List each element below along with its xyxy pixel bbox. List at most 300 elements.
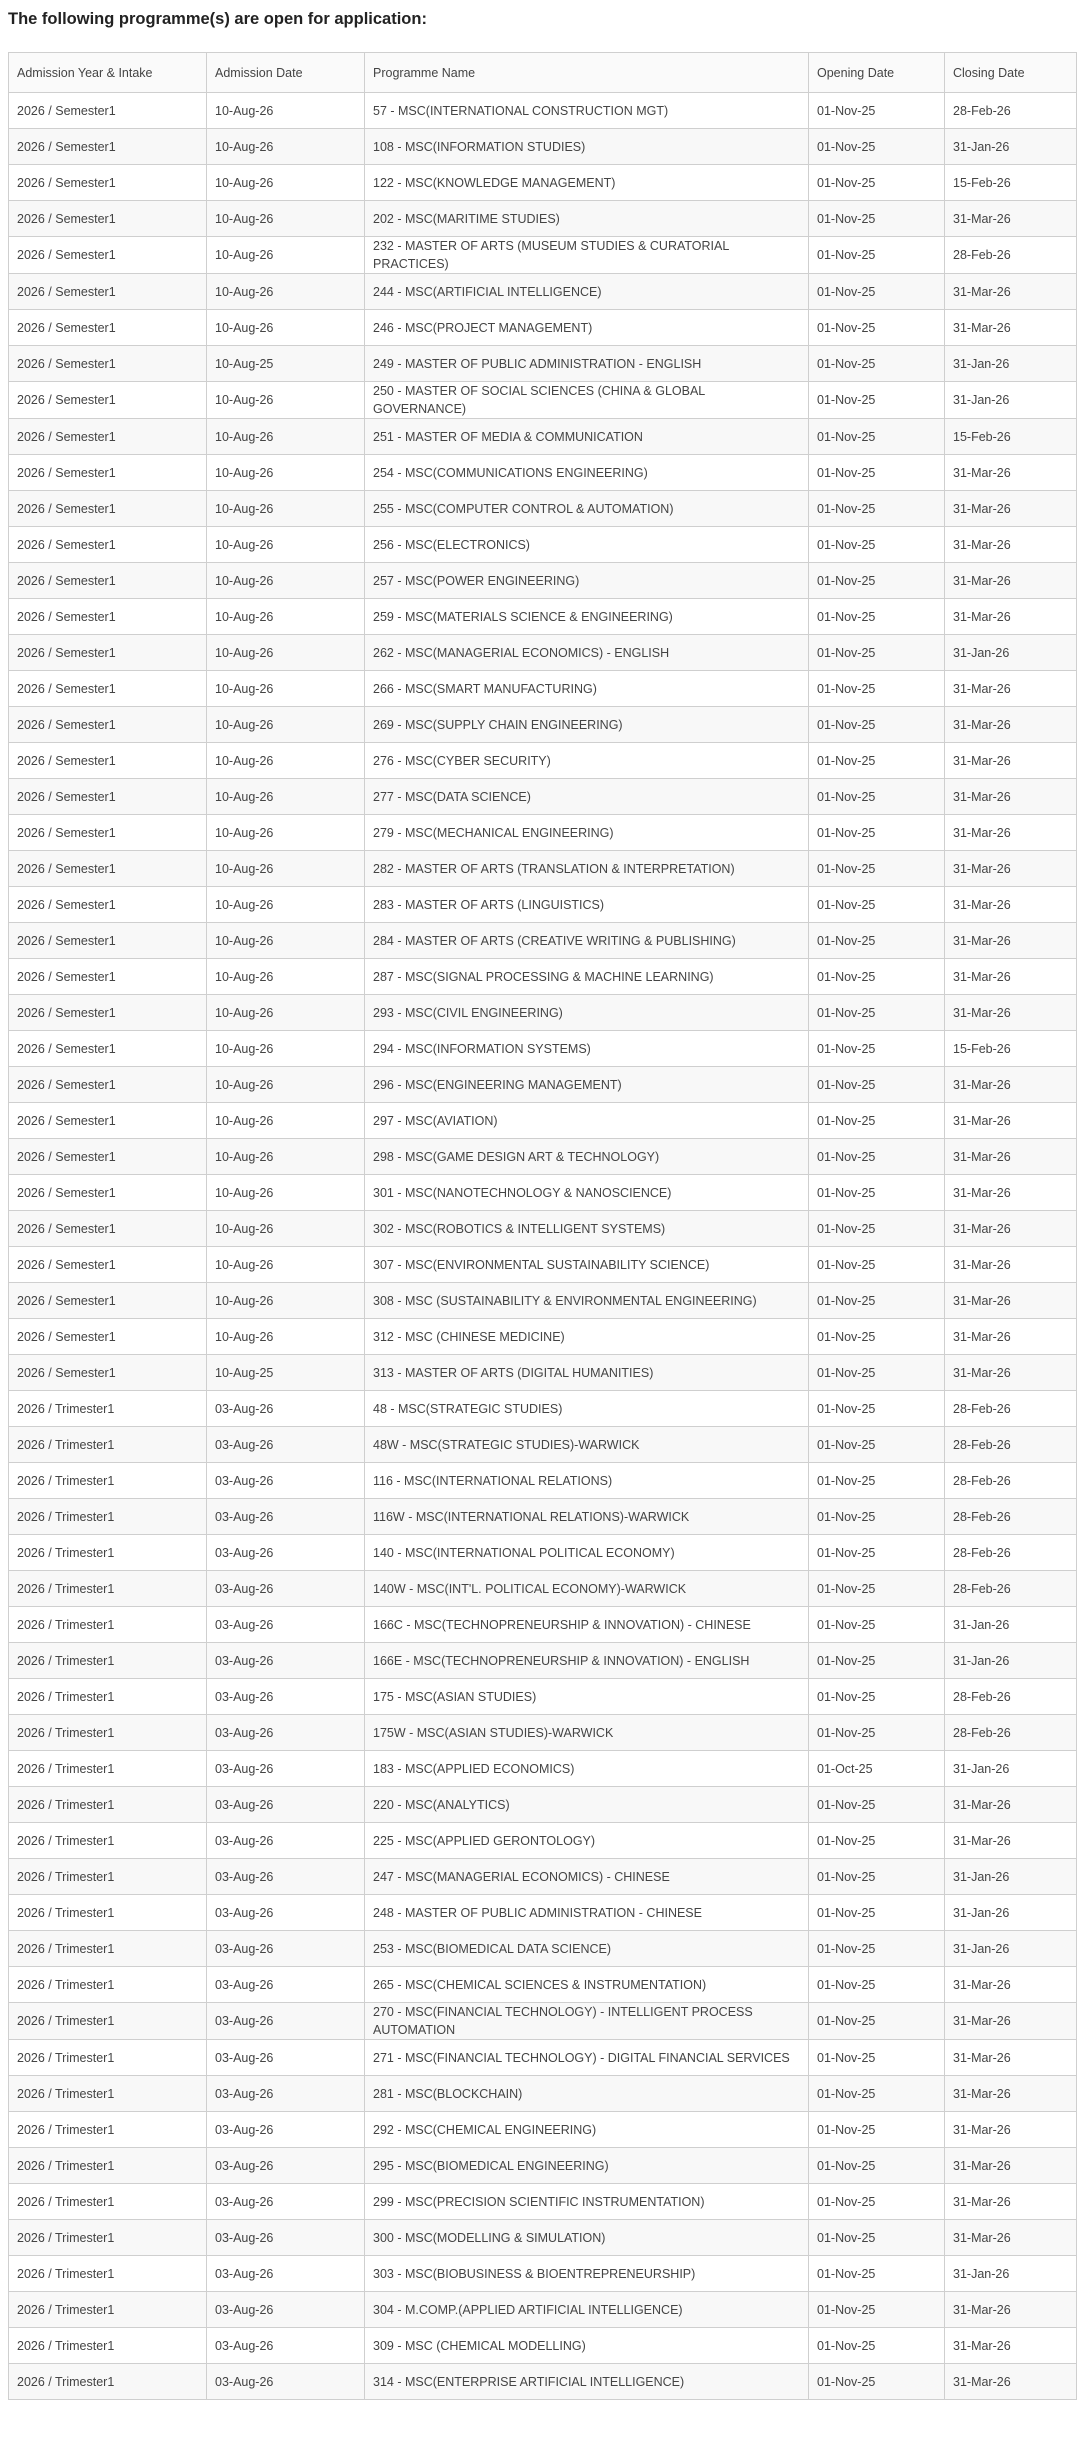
- cell-admission-date: 10-Aug-26: [207, 1247, 365, 1283]
- cell-admission-year-intake: 2026 / Semester1: [9, 419, 207, 455]
- cell-admission-date: 03-Aug-26: [207, 2040, 365, 2076]
- cell-programme-name: 303 - MSC(BIOBUSINESS & BIOENTREPRENEURSHIP): [365, 2256, 809, 2292]
- cell-opening-date: 01-Nov-25: [809, 1031, 945, 1067]
- cell-closing-date: 15-Feb-26: [945, 419, 1077, 455]
- cell-opening-date: 01-Nov-25: [809, 491, 945, 527]
- cell-admission-year-intake: 2026 / Semester1: [9, 455, 207, 491]
- table-row: [9, 851, 1077, 887]
- cell-closing-date: 31-Mar-26: [945, 671, 1077, 707]
- cell-admission-date: 03-Aug-26: [207, 2003, 365, 2040]
- cell-admission-year-intake: 2026 / Semester1: [9, 274, 207, 310]
- cell-closing-date: 15-Feb-26: [945, 1031, 1077, 1067]
- cell-closing-date: 31-Mar-26: [945, 599, 1077, 635]
- cell-opening-date: 01-Nov-25: [809, 1067, 945, 1103]
- cell-admission-date: 10-Aug-26: [207, 1319, 365, 1355]
- cell-opening-date: 01-Nov-25: [809, 310, 945, 346]
- cell-admission-date: 10-Aug-26: [207, 201, 365, 237]
- cell-programme-name: 269 - MSC(SUPPLY CHAIN ENGINEERING): [365, 707, 809, 743]
- cell-opening-date: 01-Nov-25: [809, 923, 945, 959]
- cell-closing-date: 31-Mar-26: [945, 1967, 1077, 2003]
- cell-programme-name: 302 - MSC(ROBOTICS & INTELLIGENT SYSTEMS): [365, 1211, 809, 1247]
- cell-opening-date: 01-Nov-25: [809, 2328, 945, 2364]
- cell-admission-year-intake: 2026 / Trimester1: [9, 1931, 207, 1967]
- cell-opening-date: 01-Nov-25: [809, 2364, 945, 2400]
- programme-table: [8, 52, 1077, 2400]
- table-row: [9, 1103, 1077, 1139]
- cell-admission-date: 10-Aug-26: [207, 743, 365, 779]
- table-row: [9, 93, 1077, 129]
- cell-admission-year-intake: 2026 / Trimester1: [9, 1463, 207, 1499]
- table-row: [9, 2364, 1077, 2400]
- cell-admission-date: 03-Aug-26: [207, 1427, 365, 1463]
- cell-opening-date: 01-Nov-25: [809, 2040, 945, 2076]
- header-programme-name: Programme Name: [365, 53, 809, 93]
- cell-admission-date: 03-Aug-26: [207, 1499, 365, 1535]
- cell-opening-date: 01-Nov-25: [809, 419, 945, 455]
- cell-admission-year-intake: 2026 / Trimester1: [9, 2040, 207, 2076]
- cell-admission-year-intake: 2026 / Semester1: [9, 815, 207, 851]
- cell-closing-date: 31-Mar-26: [945, 1211, 1077, 1247]
- cell-programme-name: 301 - MSC(NANOTECHNOLOGY & NANOSCIENCE): [365, 1175, 809, 1211]
- table-row: [9, 2292, 1077, 2328]
- cell-opening-date: 01-Nov-25: [809, 2220, 945, 2256]
- cell-admission-year-intake: 2026 / Semester1: [9, 671, 207, 707]
- cell-programme-name: 293 - MSC(CIVIL ENGINEERING): [365, 995, 809, 1031]
- cell-opening-date: 01-Nov-25: [809, 1895, 945, 1931]
- cell-opening-date: 01-Nov-25: [809, 959, 945, 995]
- cell-programme-name: 108 - MSC(INFORMATION STUDIES): [365, 129, 809, 165]
- cell-programme-name: 296 - MSC(ENGINEERING MANAGEMENT): [365, 1067, 809, 1103]
- cell-closing-date: 31-Mar-26: [945, 995, 1077, 1031]
- cell-admission-year-intake: 2026 / Trimester1: [9, 1571, 207, 1607]
- cell-closing-date: 31-Jan-26: [945, 1751, 1077, 1787]
- cell-admission-year-intake: 2026 / Semester1: [9, 887, 207, 923]
- cell-programme-name: 220 - MSC(ANALYTICS): [365, 1787, 809, 1823]
- cell-programme-name: 266 - MSC(SMART MANUFACTURING): [365, 671, 809, 707]
- cell-opening-date: 01-Nov-25: [809, 1319, 945, 1355]
- cell-programme-name: 175 - MSC(ASIAN STUDIES): [365, 1679, 809, 1715]
- cell-closing-date: 31-Jan-26: [945, 1895, 1077, 1931]
- table-row: [9, 1283, 1077, 1319]
- cell-admission-year-intake: 2026 / Trimester1: [9, 1643, 207, 1679]
- cell-closing-date: 31-Mar-26: [945, 1139, 1077, 1175]
- cell-closing-date: 31-Mar-26: [945, 2112, 1077, 2148]
- table-row: [9, 1715, 1077, 1751]
- cell-admission-date: 10-Aug-26: [207, 1139, 365, 1175]
- cell-admission-date: 10-Aug-26: [207, 1103, 365, 1139]
- cell-closing-date: 28-Feb-26: [945, 1499, 1077, 1535]
- cell-programme-name: 122 - MSC(KNOWLEDGE MANAGEMENT): [365, 165, 809, 201]
- cell-opening-date: 01-Nov-25: [809, 635, 945, 671]
- cell-admission-date: 10-Aug-26: [207, 274, 365, 310]
- cell-programme-name: 57 - MSC(INTERNATIONAL CONSTRUCTION MGT): [365, 93, 809, 129]
- cell-admission-year-intake: 2026 / Trimester1: [9, 2148, 207, 2184]
- cell-opening-date: 01-Nov-25: [809, 2184, 945, 2220]
- table-row: [9, 1463, 1077, 1499]
- cell-admission-year-intake: 2026 / Semester1: [9, 1319, 207, 1355]
- cell-opening-date: 01-Nov-25: [809, 707, 945, 743]
- table-row: [9, 1247, 1077, 1283]
- cell-programme-name: 166C - MSC(TECHNOPRENEURSHIP & INNOVATION) - CHINESE: [365, 1607, 809, 1643]
- cell-opening-date: 01-Nov-25: [809, 2292, 945, 2328]
- cell-opening-date: 01-Nov-25: [809, 1355, 945, 1391]
- table-row: [9, 1787, 1077, 1823]
- cell-opening-date: 01-Nov-25: [809, 1463, 945, 1499]
- cell-programme-name: 295 - MSC(BIOMEDICAL ENGINEERING): [365, 2148, 809, 2184]
- table-row: [9, 1967, 1077, 2003]
- header-opening-date: Opening Date: [809, 53, 945, 93]
- cell-programme-name: 283 - MASTER OF ARTS (LINGUISTICS): [365, 887, 809, 923]
- cell-closing-date: 31-Mar-26: [945, 1067, 1077, 1103]
- cell-opening-date: 01-Nov-25: [809, 1175, 945, 1211]
- cell-opening-date: 01-Nov-25: [809, 237, 945, 274]
- cell-admission-date: 03-Aug-26: [207, 2184, 365, 2220]
- cell-admission-date: 10-Aug-26: [207, 635, 365, 671]
- table-row: [9, 671, 1077, 707]
- cell-programme-name: 309 - MSC (CHEMICAL MODELLING): [365, 2328, 809, 2364]
- cell-admission-year-intake: 2026 / Semester1: [9, 346, 207, 382]
- table-row: [9, 2040, 1077, 2076]
- table-row: [9, 491, 1077, 527]
- cell-admission-year-intake: 2026 / Semester1: [9, 1139, 207, 1175]
- cell-closing-date: 31-Jan-26: [945, 2256, 1077, 2292]
- cell-admission-year-intake: 2026 / Trimester1: [9, 2220, 207, 2256]
- cell-closing-date: 31-Mar-26: [945, 779, 1077, 815]
- cell-admission-year-intake: 2026 / Trimester1: [9, 1679, 207, 1715]
- cell-admission-year-intake: 2026 / Trimester1: [9, 1895, 207, 1931]
- cell-admission-date: 10-Aug-26: [207, 707, 365, 743]
- cell-opening-date: 01-Nov-25: [809, 743, 945, 779]
- cell-closing-date: 31-Mar-26: [945, 1247, 1077, 1283]
- cell-admission-year-intake: 2026 / Semester1: [9, 707, 207, 743]
- table-row: [9, 1355, 1077, 1391]
- cell-opening-date: 01-Oct-25: [809, 1751, 945, 1787]
- table-header: [9, 53, 1077, 93]
- cell-closing-date: 31-Mar-26: [945, 310, 1077, 346]
- cell-admission-year-intake: 2026 / Semester1: [9, 237, 207, 274]
- table-body: [9, 93, 1077, 2400]
- cell-admission-date: 03-Aug-26: [207, 2256, 365, 2292]
- cell-admission-year-intake: 2026 / Semester1: [9, 1247, 207, 1283]
- table-row: [9, 815, 1077, 851]
- table-row: [9, 887, 1077, 923]
- table-row: [9, 1067, 1077, 1103]
- cell-closing-date: 28-Feb-26: [945, 1427, 1077, 1463]
- cell-admission-date: 10-Aug-26: [207, 1211, 365, 1247]
- cell-admission-year-intake: 2026 / Semester1: [9, 1283, 207, 1319]
- cell-closing-date: 28-Feb-26: [945, 1679, 1077, 1715]
- cell-admission-date: 03-Aug-26: [207, 1895, 365, 1931]
- cell-admission-date: 10-Aug-26: [207, 165, 365, 201]
- cell-programme-name: 175W - MSC(ASIAN STUDIES)-WARWICK: [365, 1715, 809, 1751]
- cell-closing-date: 28-Feb-26: [945, 1391, 1077, 1427]
- cell-programme-name: 284 - MASTER OF ARTS (CREATIVE WRITING & PUBLISHING): [365, 923, 809, 959]
- cell-programme-name: 253 - MSC(BIOMEDICAL DATA SCIENCE): [365, 1931, 809, 1967]
- header-row: [9, 53, 1077, 93]
- cell-opening-date: 01-Nov-25: [809, 1607, 945, 1643]
- cell-closing-date: 15-Feb-26: [945, 165, 1077, 201]
- cell-admission-date: 03-Aug-26: [207, 1751, 365, 1787]
- table-row: [9, 1499, 1077, 1535]
- cell-programme-name: 166E - MSC(TECHNOPRENEURSHIP & INNOVATION) - ENGLISH: [365, 1643, 809, 1679]
- cell-admission-date: 03-Aug-26: [207, 1679, 365, 1715]
- cell-admission-date: 10-Aug-26: [207, 93, 365, 129]
- cell-admission-year-intake: 2026 / Trimester1: [9, 1427, 207, 1463]
- header-admission-date: Admission Date: [207, 53, 365, 93]
- cell-admission-year-intake: 2026 / Trimester1: [9, 1787, 207, 1823]
- table-row: [9, 527, 1077, 563]
- table-row: [9, 563, 1077, 599]
- cell-opening-date: 01-Nov-25: [809, 563, 945, 599]
- cell-closing-date: 31-Mar-26: [945, 1787, 1077, 1823]
- cell-admission-date: 10-Aug-26: [207, 779, 365, 815]
- cell-closing-date: 28-Feb-26: [945, 93, 1077, 129]
- cell-programme-name: 183 - MSC(APPLIED ECONOMICS): [365, 1751, 809, 1787]
- cell-programme-name: 254 - MSC(COMMUNICATIONS ENGINEERING): [365, 455, 809, 491]
- cell-admission-date: 03-Aug-26: [207, 2076, 365, 2112]
- cell-programme-name: 270 - MSC(FINANCIAL TECHNOLOGY) - INTELLIGENT PROCESS AUTOMATION: [365, 2003, 809, 2040]
- cell-programme-name: 297 - MSC(AVIATION): [365, 1103, 809, 1139]
- table-row: [9, 1679, 1077, 1715]
- table-row: [9, 419, 1077, 455]
- cell-admission-year-intake: 2026 / Semester1: [9, 1031, 207, 1067]
- cell-admission-date: 10-Aug-26: [207, 815, 365, 851]
- cell-programme-name: 294 - MSC(INFORMATION SYSTEMS): [365, 1031, 809, 1067]
- cell-opening-date: 01-Nov-25: [809, 1823, 945, 1859]
- cell-programme-name: 48 - MSC(STRATEGIC STUDIES): [365, 1391, 809, 1427]
- cell-closing-date: 31-Mar-26: [945, 2003, 1077, 2040]
- cell-closing-date: 31-Mar-26: [945, 851, 1077, 887]
- cell-admission-date: 10-Aug-26: [207, 237, 365, 274]
- table-row: [9, 1427, 1077, 1463]
- cell-admission-date: 03-Aug-26: [207, 2364, 365, 2400]
- cell-opening-date: 01-Nov-25: [809, 1103, 945, 1139]
- cell-closing-date: 28-Feb-26: [945, 1715, 1077, 1751]
- table-row: [9, 599, 1077, 635]
- cell-opening-date: 01-Nov-25: [809, 1679, 945, 1715]
- cell-admission-date: 03-Aug-26: [207, 2328, 365, 2364]
- cell-admission-date: 10-Aug-26: [207, 1175, 365, 1211]
- cell-admission-year-intake: 2026 / Trimester1: [9, 1823, 207, 1859]
- cell-opening-date: 01-Nov-25: [809, 887, 945, 923]
- cell-closing-date: 31-Mar-26: [945, 563, 1077, 599]
- cell-admission-date: 03-Aug-26: [207, 1859, 365, 1895]
- cell-admission-date: 03-Aug-26: [207, 1967, 365, 2003]
- cell-programme-name: 282 - MASTER OF ARTS (TRANSLATION & INTERPRETATION): [365, 851, 809, 887]
- cell-admission-year-intake: 2026 / Trimester1: [9, 2112, 207, 2148]
- cell-closing-date: 28-Feb-26: [945, 237, 1077, 274]
- cell-admission-year-intake: 2026 / Semester1: [9, 563, 207, 599]
- cell-closing-date: 31-Jan-26: [945, 382, 1077, 419]
- cell-opening-date: 01-Nov-25: [809, 2076, 945, 2112]
- cell-closing-date: 31-Jan-26: [945, 1607, 1077, 1643]
- cell-programme-name: 314 - MSC(ENTERPRISE ARTIFICIAL INTELLIGENCE): [365, 2364, 809, 2400]
- cell-closing-date: 31-Mar-26: [945, 2292, 1077, 2328]
- cell-closing-date: 31-Mar-26: [945, 527, 1077, 563]
- cell-closing-date: 31-Jan-26: [945, 346, 1077, 382]
- table-row: [9, 2220, 1077, 2256]
- cell-admission-year-intake: 2026 / Semester1: [9, 527, 207, 563]
- cell-admission-date: 03-Aug-26: [207, 2292, 365, 2328]
- cell-admission-date: 10-Aug-26: [207, 923, 365, 959]
- cell-admission-date: 03-Aug-26: [207, 1391, 365, 1427]
- cell-closing-date: 31-Mar-26: [945, 923, 1077, 959]
- cell-programme-name: 259 - MSC(MATERIALS SCIENCE & ENGINEERING): [365, 599, 809, 635]
- cell-opening-date: 01-Nov-25: [809, 382, 945, 419]
- cell-programme-name: 312 - MSC (CHINESE MEDICINE): [365, 1319, 809, 1355]
- cell-programme-name: 265 - MSC(CHEMICAL SCIENCES & INSTRUMENTATION): [365, 1967, 809, 2003]
- cell-closing-date: 31-Mar-26: [945, 2148, 1077, 2184]
- table-row: [9, 959, 1077, 995]
- cell-admission-year-intake: 2026 / Semester1: [9, 599, 207, 635]
- table-row: [9, 1391, 1077, 1427]
- cell-opening-date: 01-Nov-25: [809, 129, 945, 165]
- table-row: [9, 382, 1077, 419]
- table-row: [9, 1607, 1077, 1643]
- cell-admission-date: 03-Aug-26: [207, 2112, 365, 2148]
- cell-admission-year-intake: 2026 / Trimester1: [9, 2292, 207, 2328]
- cell-admission-date: 10-Aug-26: [207, 310, 365, 346]
- cell-programme-name: 244 - MSC(ARTIFICIAL INTELLIGENCE): [365, 274, 809, 310]
- cell-admission-date: 03-Aug-26: [207, 1787, 365, 1823]
- cell-opening-date: 01-Nov-25: [809, 1643, 945, 1679]
- cell-admission-date: 03-Aug-26: [207, 1463, 365, 1499]
- cell-admission-year-intake: 2026 / Semester1: [9, 491, 207, 527]
- cell-admission-year-intake: 2026 / Trimester1: [9, 2364, 207, 2400]
- cell-programme-name: 116W - MSC(INTERNATIONAL RELATIONS)-WARWICK: [365, 1499, 809, 1535]
- table-row: [9, 1643, 1077, 1679]
- cell-programme-name: 281 - MSC(BLOCKCHAIN): [365, 2076, 809, 2112]
- cell-programme-name: 292 - MSC(CHEMICAL ENGINEERING): [365, 2112, 809, 2148]
- cell-admission-year-intake: 2026 / Semester1: [9, 779, 207, 815]
- cell-admission-year-intake: 2026 / Semester1: [9, 1175, 207, 1211]
- cell-closing-date: 31-Mar-26: [945, 1823, 1077, 1859]
- table-row: [9, 779, 1077, 815]
- cell-admission-year-intake: 2026 / Semester1: [9, 129, 207, 165]
- cell-admission-year-intake: 2026 / Trimester1: [9, 1859, 207, 1895]
- cell-opening-date: 01-Nov-25: [809, 1427, 945, 1463]
- cell-closing-date: 31-Mar-26: [945, 743, 1077, 779]
- cell-admission-date: 10-Aug-26: [207, 1067, 365, 1103]
- cell-closing-date: 31-Jan-26: [945, 635, 1077, 671]
- table-row: [9, 1751, 1077, 1787]
- cell-admission-date: 10-Aug-26: [207, 995, 365, 1031]
- cell-admission-year-intake: 2026 / Trimester1: [9, 1715, 207, 1751]
- cell-opening-date: 01-Nov-25: [809, 1931, 945, 1967]
- header-admission-year-intake: Admission Year & Intake: [9, 53, 207, 93]
- header-closing-date: Closing Date: [945, 53, 1077, 93]
- table-row: [9, 1571, 1077, 1607]
- table-row: [9, 310, 1077, 346]
- table-row: [9, 2148, 1077, 2184]
- cell-programme-name: 140 - MSC(INTERNATIONAL POLITICAL ECONOMY): [365, 1535, 809, 1571]
- cell-admission-year-intake: 2026 / Semester1: [9, 743, 207, 779]
- table-row: [9, 1823, 1077, 1859]
- cell-opening-date: 01-Nov-25: [809, 1967, 945, 2003]
- table-row: [9, 1139, 1077, 1175]
- cell-admission-year-intake: 2026 / Trimester1: [9, 2003, 207, 2040]
- cell-programme-name: 287 - MSC(SIGNAL PROCESSING & MACHINE LEARNING): [365, 959, 809, 995]
- cell-admission-date: 03-Aug-26: [207, 2148, 365, 2184]
- cell-admission-date: 10-Aug-26: [207, 491, 365, 527]
- cell-admission-year-intake: 2026 / Semester1: [9, 1355, 207, 1391]
- cell-programme-name: 140W - MSC(INT'L. POLITICAL ECONOMY)-WARWICK: [365, 1571, 809, 1607]
- cell-opening-date: 01-Nov-25: [809, 1787, 945, 1823]
- cell-admission-year-intake: 2026 / Trimester1: [9, 2184, 207, 2220]
- cell-opening-date: 01-Nov-25: [809, 201, 945, 237]
- cell-programme-name: 248 - MASTER OF PUBLIC ADMINISTRATION - CHINESE: [365, 1895, 809, 1931]
- cell-closing-date: 31-Mar-26: [945, 959, 1077, 995]
- cell-opening-date: 01-Nov-25: [809, 1247, 945, 1283]
- cell-programme-name: 202 - MSC(MARITIME STUDIES): [365, 201, 809, 237]
- cell-opening-date: 01-Nov-25: [809, 1535, 945, 1571]
- table-row: [9, 129, 1077, 165]
- cell-admission-date: 10-Aug-26: [207, 382, 365, 419]
- cell-programme-name: 262 - MSC(MANAGERIAL ECONOMICS) - ENGLISH: [365, 635, 809, 671]
- cell-opening-date: 01-Nov-25: [809, 1715, 945, 1751]
- cell-opening-date: 01-Nov-25: [809, 274, 945, 310]
- cell-programme-name: 271 - MSC(FINANCIAL TECHNOLOGY) - DIGITAL FINANCIAL SERVICES: [365, 2040, 809, 2076]
- cell-opening-date: 01-Nov-25: [809, 1499, 945, 1535]
- cell-opening-date: 01-Nov-25: [809, 1211, 945, 1247]
- cell-admission-year-intake: 2026 / Trimester1: [9, 2076, 207, 2112]
- cell-programme-name: 225 - MSC(APPLIED GERONTOLOGY): [365, 1823, 809, 1859]
- table-row: [9, 635, 1077, 671]
- cell-closing-date: 31-Jan-26: [945, 129, 1077, 165]
- cell-programme-name: 250 - MASTER OF SOCIAL SCIENCES (CHINA & GLOBAL GOVERNANCE): [365, 382, 809, 419]
- cell-programme-name: 256 - MSC(ELECTRONICS): [365, 527, 809, 563]
- cell-closing-date: 31-Mar-26: [945, 2364, 1077, 2400]
- cell-admission-year-intake: 2026 / Semester1: [9, 201, 207, 237]
- table-row: [9, 707, 1077, 743]
- cell-closing-date: 31-Mar-26: [945, 815, 1077, 851]
- cell-admission-year-intake: 2026 / Trimester1: [9, 2328, 207, 2364]
- cell-opening-date: 01-Nov-25: [809, 455, 945, 491]
- cell-opening-date: 01-Nov-25: [809, 779, 945, 815]
- cell-closing-date: 31-Mar-26: [945, 1283, 1077, 1319]
- cell-admission-year-intake: 2026 / Semester1: [9, 851, 207, 887]
- cell-admission-year-intake: 2026 / Semester1: [9, 165, 207, 201]
- cell-programme-name: 48W - MSC(STRATEGIC STUDIES)-WARWICK: [365, 1427, 809, 1463]
- cell-closing-date: 31-Mar-26: [945, 274, 1077, 310]
- cell-closing-date: 31-Jan-26: [945, 1643, 1077, 1679]
- cell-admission-year-intake: 2026 / Semester1: [9, 995, 207, 1031]
- cell-admission-date: 10-Aug-26: [207, 563, 365, 599]
- cell-admission-year-intake: 2026 / Trimester1: [9, 1499, 207, 1535]
- cell-closing-date: 31-Jan-26: [945, 1931, 1077, 1967]
- cell-opening-date: 01-Nov-25: [809, 527, 945, 563]
- cell-opening-date: 01-Nov-25: [809, 671, 945, 707]
- cell-admission-year-intake: 2026 / Semester1: [9, 1211, 207, 1247]
- cell-admission-year-intake: 2026 / Trimester1: [9, 1751, 207, 1787]
- cell-admission-date: 10-Aug-26: [207, 1031, 365, 1067]
- table-row: [9, 274, 1077, 310]
- cell-opening-date: 01-Nov-25: [809, 2112, 945, 2148]
- table-row: [9, 1175, 1077, 1211]
- cell-admission-year-intake: 2026 / Semester1: [9, 1067, 207, 1103]
- table-row: [9, 1211, 1077, 1247]
- cell-admission-year-intake: 2026 / Semester1: [9, 93, 207, 129]
- cell-admission-date: 10-Aug-25: [207, 1355, 365, 1391]
- cell-admission-date: 03-Aug-26: [207, 1607, 365, 1643]
- cell-closing-date: 31-Mar-26: [945, 1319, 1077, 1355]
- cell-admission-date: 10-Aug-25: [207, 346, 365, 382]
- cell-programme-name: 304 - M.COMP.(APPLIED ARTIFICIAL INTELLIGENCE): [365, 2292, 809, 2328]
- cell-admission-date: 03-Aug-26: [207, 1535, 365, 1571]
- table-row: [9, 743, 1077, 779]
- cell-closing-date: 31-Mar-26: [945, 2220, 1077, 2256]
- cell-programme-name: 257 - MSC(POWER ENGINEERING): [365, 563, 809, 599]
